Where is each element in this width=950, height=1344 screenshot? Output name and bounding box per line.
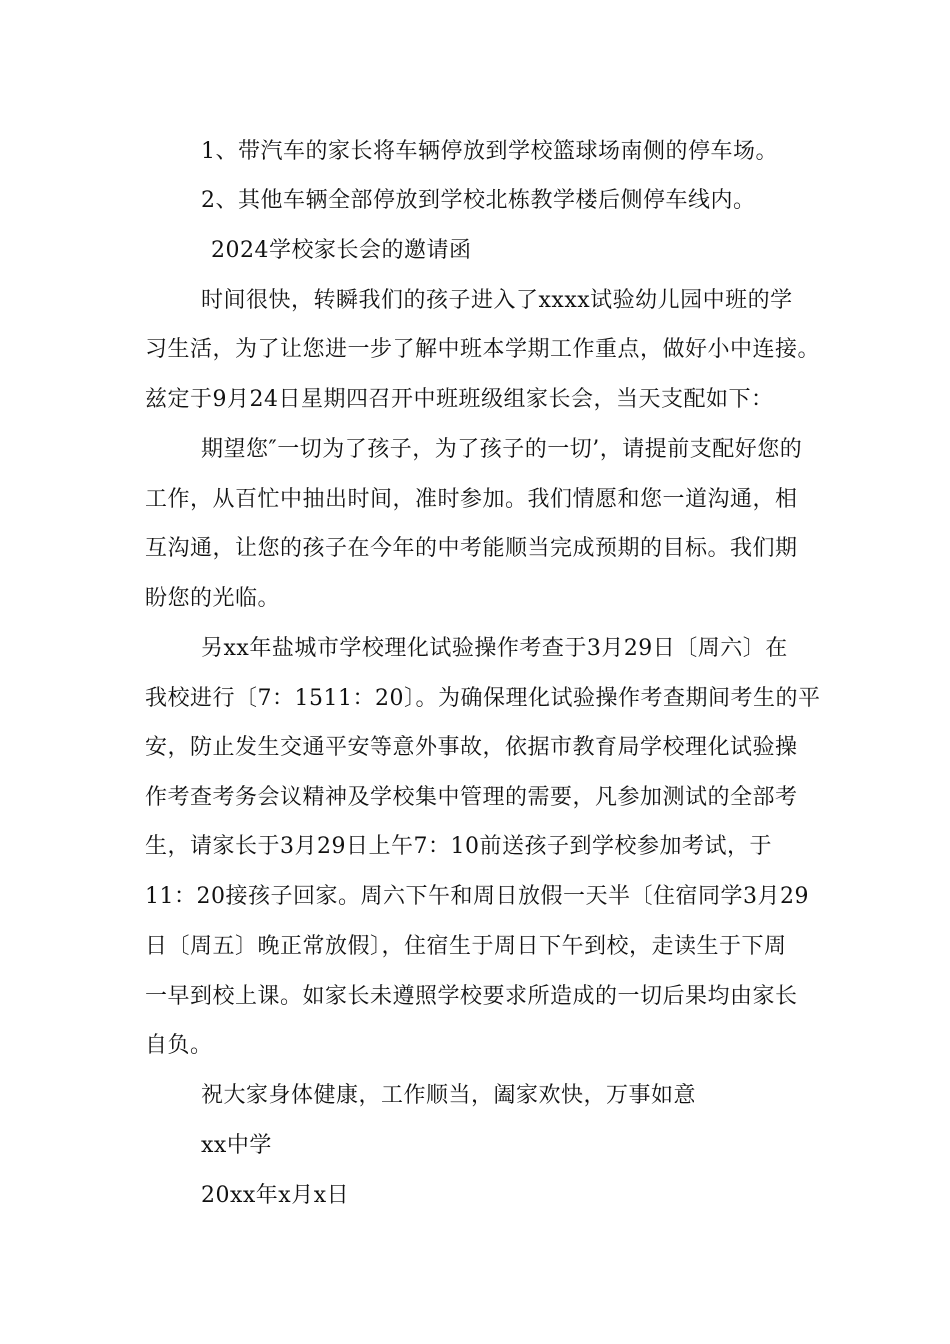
paragraph-line: 生，请家长于3月29日上午7：10前送孩子到学校参加考试，于 [145,834,772,859]
paragraph-line: 工作，从百忙中抽出时间，准时参加。我们情愿和您一道沟通，相 [145,487,798,512]
paragraph-line: 日〔周五〕晚正常放假〕，住宿生于周日下午到校，走读生于下周 [145,934,787,959]
paragraph-line: 一早到校上课。如家长未遵照学校要求所造成的一切后果均由家长 [145,984,798,1009]
parking-rule-1: 1、带汽车的家长将车辆停放到学校篮球场南侧的停车场。 [201,139,778,164]
paragraph-line: 11：20接孩子回家。周六下午和周日放假一天半〔住宿同学3月29 [145,884,809,909]
paragraph-line: 时间很快，转瞬我们的孩子进入了xxxx试验幼儿园中班的学 [201,288,793,313]
letter-title: 2024学校家长会的邀请函 [211,238,472,263]
paragraph-line: 期望您″一切为了孩子，为了孩子的一切’，请提前支配好您的 [201,437,803,462]
paragraph-line: 盼您的光临。 [145,586,281,611]
paragraph-line: 作考查考务会议精神及学校集中管理的需要，凡参加测试的全部考 [145,785,798,810]
closing-wish: 祝大家身体健康，工作顺当，阖家欢快，万事如意 [201,1083,697,1108]
paragraph-line: 习生活，为了让您进一步了解中班本学期工作重点，做好小中连接。 [145,337,821,362]
paragraph-line: 另xx年盐城市学校理化试验操作考查于3月29日〔周六〕在 [201,636,788,661]
paragraph-line: 安，防止发生交通平安等意外事故，依据市教育局学校理化试验操 [145,735,798,760]
paragraph-line: 我校进行〔7：1511：20〕。为确保理化试验操作考查期间考生的平 [145,686,821,711]
paragraph-line: 自负。 [145,1033,213,1058]
signature-school: xx中学 [201,1133,272,1158]
paragraph-line: 兹定于9月24日星期四召开中班班级组家长会，当天支配如下： [145,387,774,412]
signature-date: 20xx年x月x日 [201,1183,350,1208]
parking-rule-2: 2、其他车辆全部停放到学校北栋教学楼后侧停车线内。 [201,188,756,213]
paragraph-line: 互沟通，让您的孩子在今年的中考能顺当完成预期的目标。我们期 [145,536,798,561]
